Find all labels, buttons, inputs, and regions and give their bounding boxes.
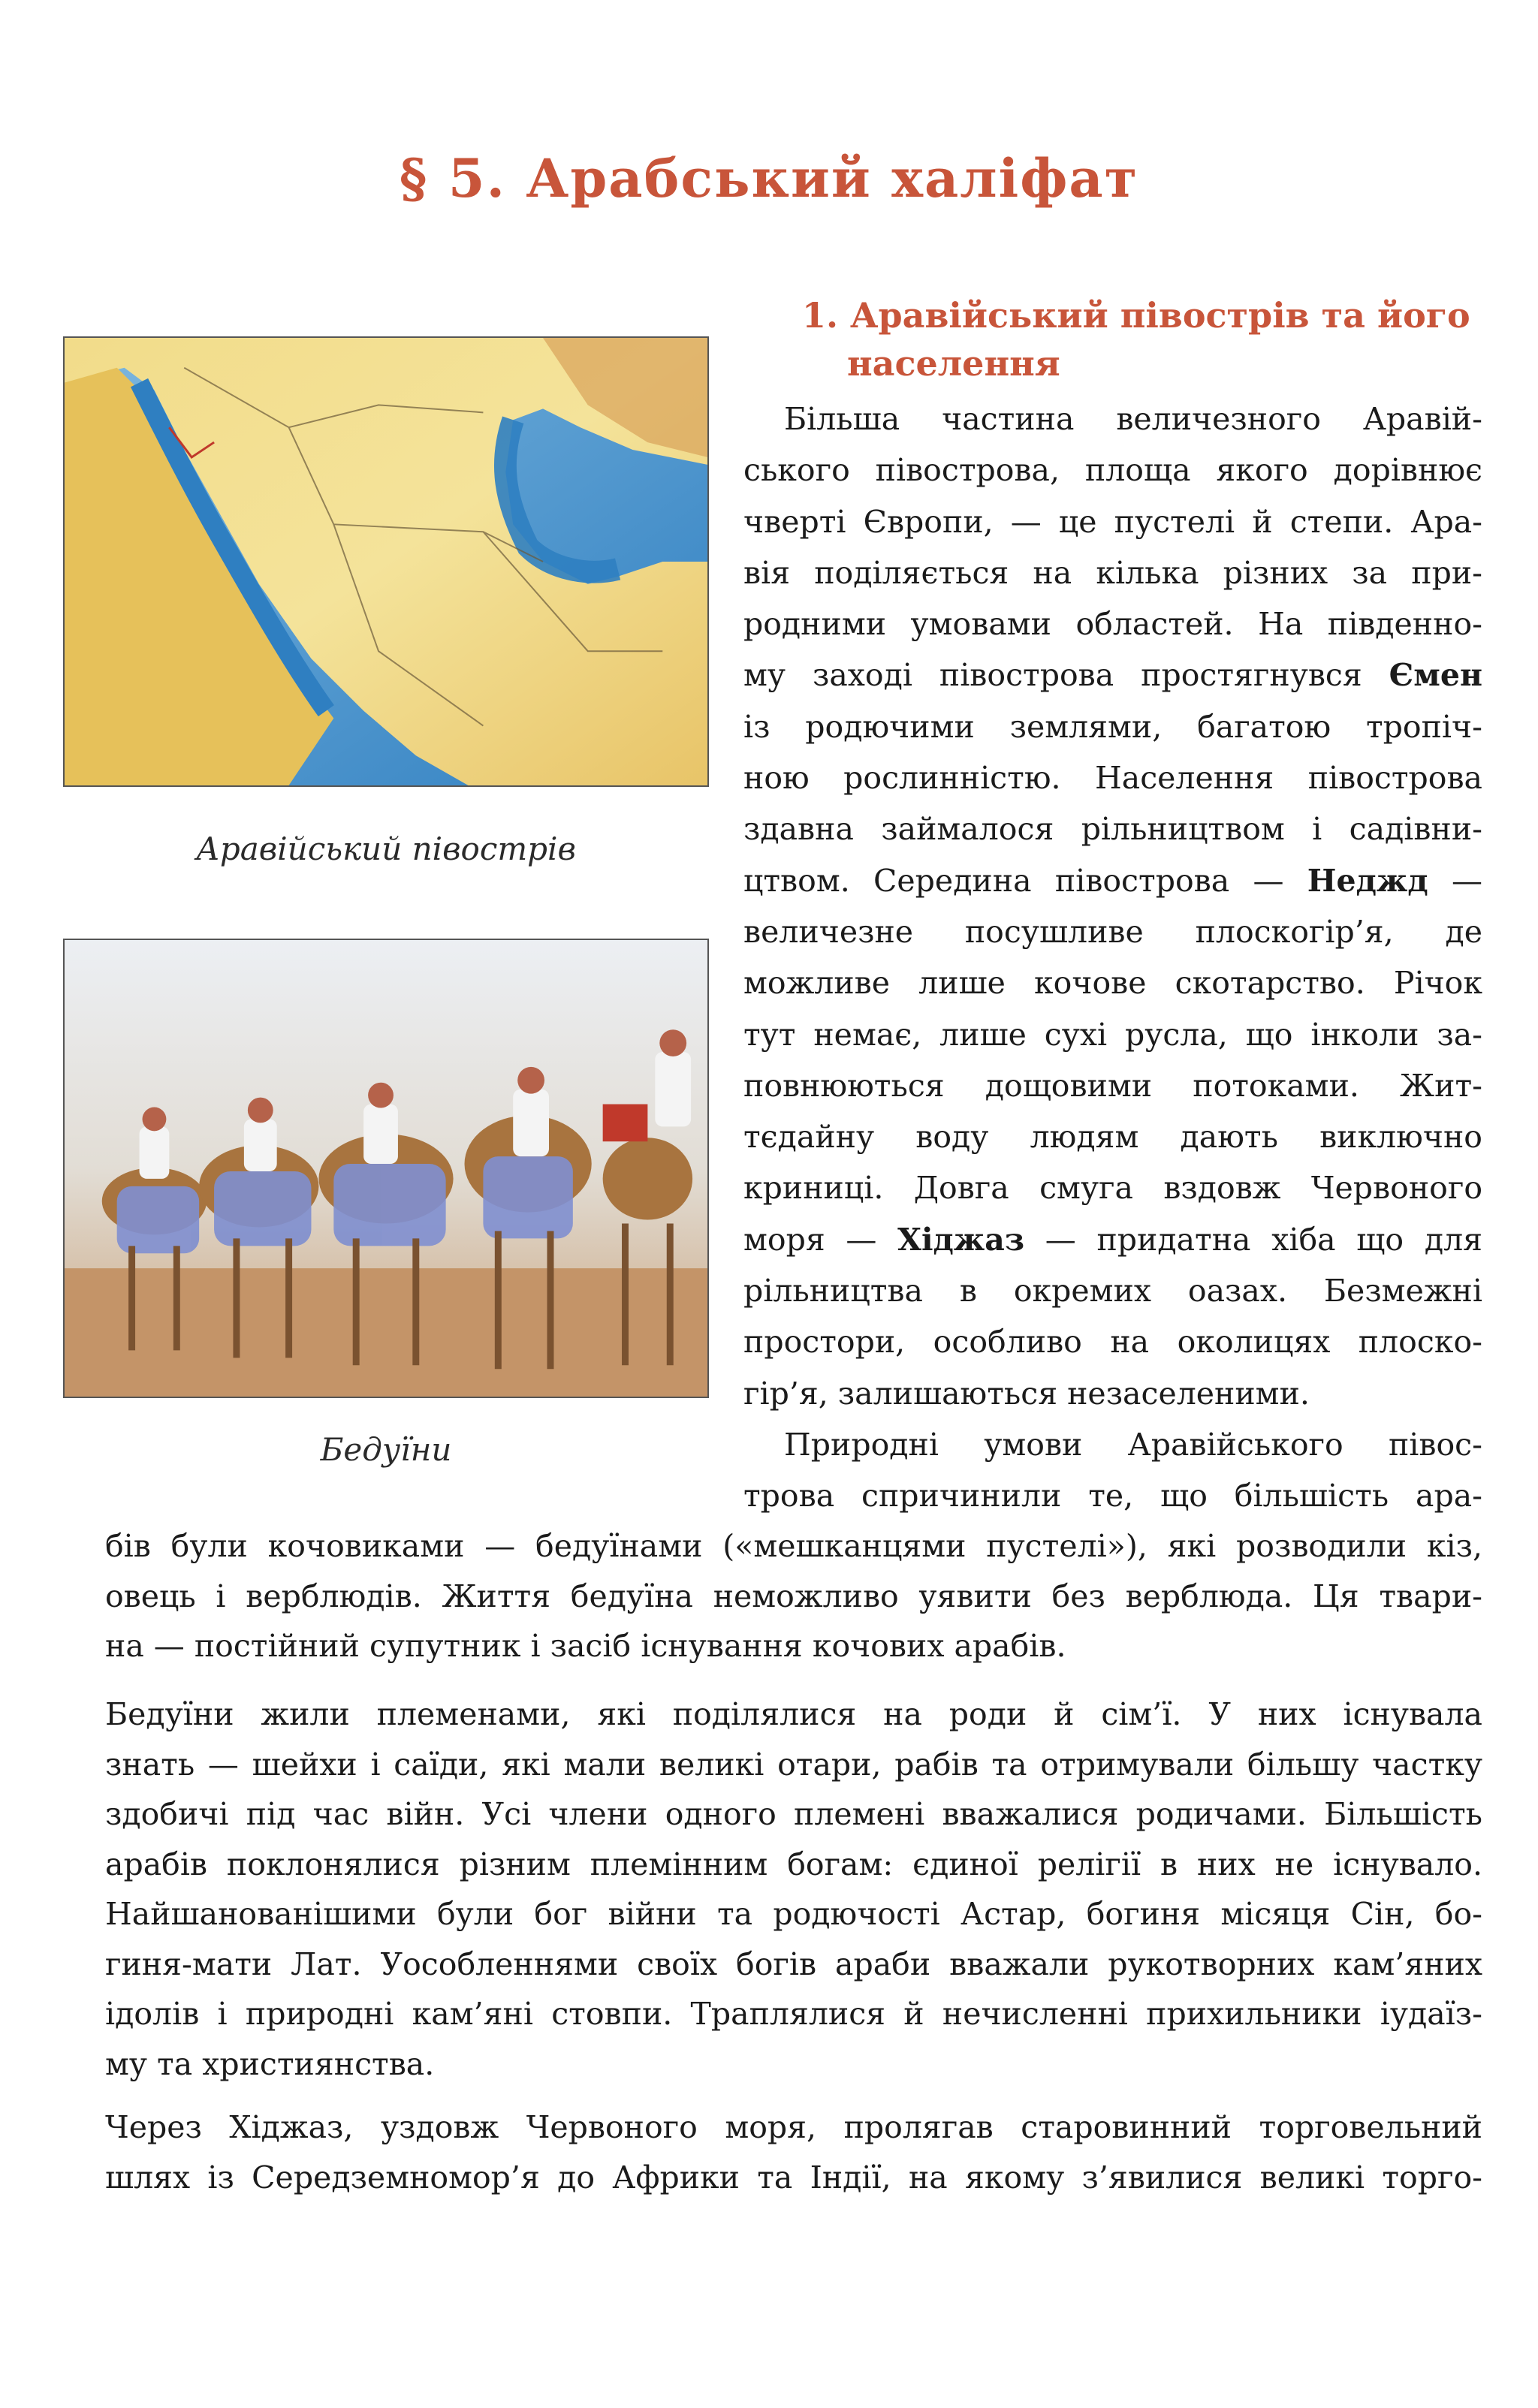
- text-line: Через Хіджаз, уздовж Червоного моря, пролягав старовинний торговельний: [105, 2109, 1482, 2145]
- text-line: ною рослинністю. Населення півострова: [743, 760, 1482, 797]
- text-line: криниці. Довга смуга вздовж Червоного: [743, 1170, 1482, 1207]
- text-line: бів були кочовиками — бедуїнами («мешканцями пустелі»), які розводили кіз,: [105, 1528, 1482, 1564]
- text-line: ського півострова, площа якого дорівнює: [743, 452, 1482, 489]
- text-line: повнюються дощовими потоками. Жит-: [743, 1067, 1482, 1104]
- paragraph-tribes: [105, 1689, 1482, 2089]
- section-heading-line2: населення: [847, 343, 1060, 384]
- section-heading-line1: 1. Аравійський півострів та його: [802, 295, 1470, 336]
- text-line: гиня-мати Лат. Уособленнями своїх богів араби вважали рукотворних кам’яних: [105, 1945, 1482, 1982]
- arabian-peninsula-map: [63, 336, 709, 787]
- text-line: моря — Хіджаз — придатна хіба що для: [743, 1221, 1482, 1258]
- text-line: арабів поклонялися різним племінним богам: єдиної релігії в них не існувало.: [105, 1846, 1482, 1882]
- text-line: му заході півострова простягнувся Ємен: [743, 657, 1482, 694]
- text-line: знать — шейхи і саїди, які мали великі отари, рабів та отримували більшу частку: [105, 1746, 1482, 1783]
- text-line: здавна займалося рільництвом і садівни-: [743, 811, 1482, 848]
- page-title: § 5. Арабський халіфат: [399, 147, 1139, 209]
- text-line: Бедуїни жили племенами, які поділялися на роди й сім’ї. У них існувала: [105, 1696, 1482, 1732]
- text-line: на — постійний супутник і засіб існування кочових арабів.: [105, 1628, 1066, 1664]
- section-heading: [802, 291, 1493, 387]
- paragraph-hijaz-trade: [105, 2102, 1482, 2202]
- camels-photo-icon: [65, 940, 707, 1397]
- text-line: тєдайну воду людям дають виключно: [743, 1119, 1482, 1156]
- text-line: можливе лише кочове скотарство. Річок: [743, 965, 1482, 1002]
- text-line: цтвом. Середина півострова — Неджд —: [743, 862, 1482, 899]
- text-line: вія поділяється на кілька різних за при-: [743, 554, 1482, 591]
- text-line: здобичі під час війн. Усі члени одного племені вважалися родичами. Більшість: [105, 1796, 1482, 1832]
- right-column-text: [743, 393, 1482, 1522]
- text-line: Більша частина величезного Аравій-: [784, 401, 1482, 437]
- text-line: гір’я, залишаються незаселеними.: [743, 1375, 1310, 1412]
- text-line: Природні умови Аравійського півос-: [784, 1426, 1482, 1463]
- text-line: шлях із Середземномор’я до Африки та Індії, на якому з’явилися великі торго-: [105, 2159, 1482, 2196]
- text-line: чверті Європи, — це пустелі й степи. Ара-: [743, 503, 1482, 540]
- text-line: тут немає, лише сухі русла, що інколи за-: [743, 1016, 1482, 1053]
- text-line: простори, особливо на околицях плоско-: [743, 1324, 1482, 1361]
- text-line: рільництва в окремих оазах. Безмежні: [743, 1273, 1482, 1309]
- paragraph-bedouins-continued: [105, 1521, 1482, 1671]
- photo-caption: Бедуїни: [320, 1431, 452, 1468]
- bedouins-photo: [63, 939, 709, 1398]
- map-illustration-icon: [65, 338, 707, 785]
- map-caption: Аравійський півострів: [196, 830, 576, 867]
- text-line: трова спричинили те, що більшість ара-: [743, 1478, 1482, 1514]
- text-line: му та християнства.: [105, 2045, 435, 2082]
- text-line: родними умовами областей. На південно-: [743, 606, 1482, 643]
- text-line: овець і верблюдів. Життя бедуїна неможливо уявити без верблюда. Ця твари-: [105, 1578, 1482, 1614]
- text-line: ідолів і природні кам’яні стовпи. Траплялися й нечисленні прихильники іудаїз-: [105, 1996, 1482, 2032]
- text-line: Найшанованішими були бог війни та родючості Астар, богиня місяця Сін, бо-: [105, 1896, 1482, 1932]
- text-line: величезне посушливе плоскогір’я, де: [743, 913, 1482, 950]
- text-line: із родючими землями, багатою тропіч-: [743, 708, 1482, 745]
